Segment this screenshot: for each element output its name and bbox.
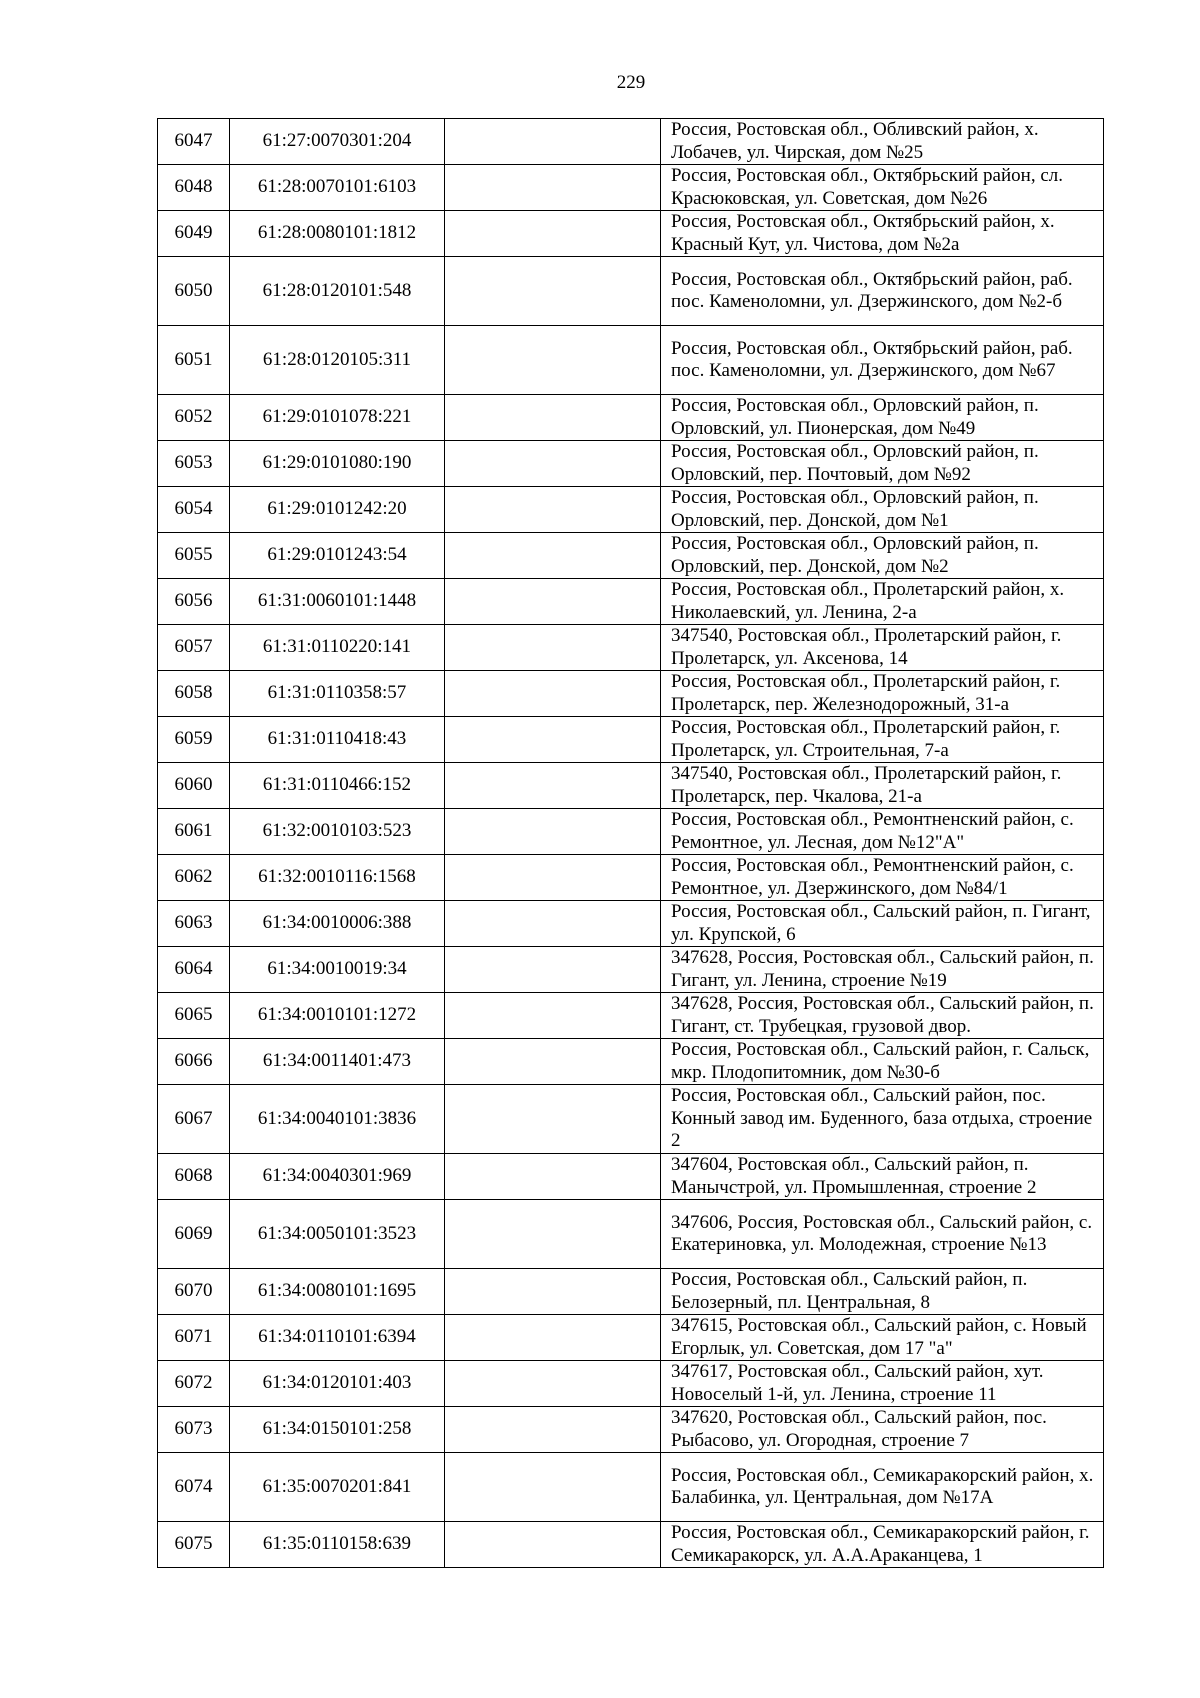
address-cell: Россия, Ростовская обл., Октябрьский район, раб. пос. Каменоломни, ул. Дзержинского, дом №2-б <box>661 257 1104 326</box>
table-row <box>158 441 1104 487</box>
address-cell: Россия, Ростовская обл., Сальский район, г. Сальск, мкр. Плодопитомник, дом №30-б <box>661 1039 1104 1085</box>
row-number-cell: 6056 <box>158 579 230 625</box>
empty-cell <box>445 326 661 395</box>
cadastral-number-cell: 61:31:0110466:152 <box>230 763 445 809</box>
cadastral-number-cell: 61:34:0011401:473 <box>230 1039 445 1085</box>
empty-cell <box>445 1315 661 1361</box>
table-row <box>158 1154 1104 1200</box>
cadastral-number-cell: 61:35:0110158:639 <box>230 1522 445 1568</box>
address-cell: 347615, Ростовская обл., Сальский район, с. Новый Егорлык, ул. Советская, дом 17 "а" <box>661 1315 1104 1361</box>
row-number-cell: 6070 <box>158 1269 230 1315</box>
table-row <box>158 947 1104 993</box>
address-cell: 347628, Россия, Ростовская обл., Сальский район, п. Гигант, ул. Ленина, строение №19 <box>661 947 1104 993</box>
registry-table-body <box>158 119 1104 1568</box>
cadastral-number-cell: 61:28:0070101:6103 <box>230 165 445 211</box>
address-cell: 347540, Ростовская обл., Пролетарский район, г. Пролетарск, пер. Чкалова, 21-а <box>661 763 1104 809</box>
table-row <box>158 533 1104 579</box>
table-row <box>158 1269 1104 1315</box>
address-cell: Россия, Ростовская обл., Орловский район, п. Орловский, пер. Почтовый, дом №92 <box>661 441 1104 487</box>
table-row <box>158 993 1104 1039</box>
cadastral-number-cell: 61:29:0101080:190 <box>230 441 445 487</box>
cadastral-number-cell: 61:34:0110101:6394 <box>230 1315 445 1361</box>
row-number-cell: 6063 <box>158 901 230 947</box>
table-row <box>158 1039 1104 1085</box>
cadastral-number-cell: 61:32:0010116:1568 <box>230 855 445 901</box>
table-row <box>158 119 1104 165</box>
table-row <box>158 257 1104 326</box>
empty-cell <box>445 1361 661 1407</box>
cadastral-number-cell: 61:34:0080101:1695 <box>230 1269 445 1315</box>
empty-cell <box>445 441 661 487</box>
empty-cell <box>445 625 661 671</box>
empty-cell <box>445 671 661 717</box>
address-cell: Россия, Ростовская обл., Орловский район, п. Орловский, ул. Пионерская, дом №49 <box>661 395 1104 441</box>
cadastral-number-cell: 61:31:0110220:141 <box>230 625 445 671</box>
cadastral-number-cell: 61:34:0120101:403 <box>230 1361 445 1407</box>
page-number: 229 <box>616 72 646 93</box>
cadastral-number-cell: 61:28:0120105:311 <box>230 326 445 395</box>
address-cell: Россия, Ростовская обл., Пролетарский район, г. Пролетарск, ул. Строительная, 7-а <box>661 717 1104 763</box>
row-number-cell: 6059 <box>158 717 230 763</box>
cadastral-number-cell: 61:28:0080101:1812 <box>230 211 445 257</box>
row-number-cell: 6062 <box>158 855 230 901</box>
table-row <box>158 855 1104 901</box>
table-row <box>158 1200 1104 1269</box>
cadastral-number-cell: 61:34:0010101:1272 <box>230 993 445 1039</box>
row-number-cell: 6058 <box>158 671 230 717</box>
row-number-cell: 6053 <box>158 441 230 487</box>
empty-cell <box>445 1407 661 1453</box>
address-cell: Россия, Ростовская обл., Октябрьский район, раб. пос. Каменоломни, ул. Дзержинского, дом №67 <box>661 326 1104 395</box>
cadastral-number-cell: 61:34:0050101:3523 <box>230 1200 445 1269</box>
table-row <box>158 326 1104 395</box>
row-number-cell: 6071 <box>158 1315 230 1361</box>
empty-cell <box>445 487 661 533</box>
cadastral-number-cell: 61:29:0101078:221 <box>230 395 445 441</box>
row-number-cell: 6073 <box>158 1407 230 1453</box>
row-number-cell: 6048 <box>158 165 230 211</box>
row-number-cell: 6067 <box>158 1085 230 1154</box>
cadastral-number-cell: 61:29:0101243:54 <box>230 533 445 579</box>
row-number-cell: 6055 <box>158 533 230 579</box>
empty-cell <box>445 763 661 809</box>
row-number-cell: 6066 <box>158 1039 230 1085</box>
address-cell: Россия, Ростовская обл., Сальский район, п. Белозерный, пл. Центральная, 8 <box>661 1269 1104 1315</box>
table-row <box>158 1361 1104 1407</box>
empty-cell <box>445 1269 661 1315</box>
table-row <box>158 211 1104 257</box>
table-row <box>158 579 1104 625</box>
address-cell: Россия, Ростовская обл., Октябрьский район, сл. Красюковская, ул. Советская, дом №26 <box>661 165 1104 211</box>
empty-cell <box>445 947 661 993</box>
table-row <box>158 763 1104 809</box>
empty-cell <box>445 809 661 855</box>
table-row <box>158 395 1104 441</box>
empty-cell <box>445 1085 661 1154</box>
empty-cell <box>445 717 661 763</box>
cadastral-number-cell: 61:32:0010103:523 <box>230 809 445 855</box>
row-number-cell: 6049 <box>158 211 230 257</box>
address-cell: Россия, Ростовская обл., Сальский район, п. Гигант, ул. Крупской, 6 <box>661 901 1104 947</box>
row-number-cell: 6065 <box>158 993 230 1039</box>
empty-cell <box>445 211 661 257</box>
row-number-cell: 6054 <box>158 487 230 533</box>
empty-cell <box>445 1154 661 1200</box>
address-cell: 347628, Россия, Ростовская обл., Сальский район, п. Гигант, ст. Трубецкая, грузовой двор. <box>661 993 1104 1039</box>
table-row <box>158 1407 1104 1453</box>
cadastral-number-cell: 61:27:0070301:204 <box>230 119 445 165</box>
table-row <box>158 625 1104 671</box>
address-cell: Россия, Ростовская обл., Орловский район, п. Орловский, пер. Донской, дом №2 <box>661 533 1104 579</box>
empty-cell <box>445 1039 661 1085</box>
address-cell: 347620, Ростовская обл., Сальский район, пос. Рыбасово, ул. Огородная, строение 7 <box>661 1407 1104 1453</box>
address-cell: Россия, Ростовская обл., Орловский район, п. Орловский, пер. Донской, дом №1 <box>661 487 1104 533</box>
empty-cell <box>445 165 661 211</box>
row-number-cell: 6052 <box>158 395 230 441</box>
address-cell: Россия, Ростовская обл., Ремонтненский район, с. Ремонтное, ул. Лесная, дом №12"А" <box>661 809 1104 855</box>
address-cell: Россия, Ростовская обл., Обливский район, х. Лобачев, ул. Чирская, дом №25 <box>661 119 1104 165</box>
table-row <box>158 901 1104 947</box>
row-number-cell: 6050 <box>158 257 230 326</box>
row-number-cell: 6051 <box>158 326 230 395</box>
table-row <box>158 1453 1104 1522</box>
empty-cell <box>445 1522 661 1568</box>
empty-cell <box>445 993 661 1039</box>
row-number-cell: 6064 <box>158 947 230 993</box>
table-row <box>158 809 1104 855</box>
cadastral-number-cell: 61:34:0040301:969 <box>230 1154 445 1200</box>
table-row <box>158 1522 1104 1568</box>
row-number-cell: 6074 <box>158 1453 230 1522</box>
empty-cell <box>445 119 661 165</box>
address-cell: Россия, Ростовская обл., Сальский район, пос. Конный завод им. Буденного, база отдыха, строение 2 <box>661 1085 1104 1154</box>
cadastral-number-cell: 61:34:0040101:3836 <box>230 1085 445 1154</box>
empty-cell <box>445 855 661 901</box>
empty-cell <box>445 579 661 625</box>
empty-cell <box>445 901 661 947</box>
row-number-cell: 6047 <box>158 119 230 165</box>
cadastral-number-cell: 61:31:0110418:43 <box>230 717 445 763</box>
address-cell: Россия, Ростовская обл., Ремонтненский район, с. Ремонтное, ул. Дзержинского, дом №84/1 <box>661 855 1104 901</box>
cadastral-number-cell: 61:31:0060101:1448 <box>230 579 445 625</box>
cadastral-number-cell: 61:34:0010019:34 <box>230 947 445 993</box>
address-cell: 347604, Ростовская обл., Сальский район, п. Манычстрой, ул. Промышленная, строение 2 <box>661 1154 1104 1200</box>
address-cell: Россия, Ростовская обл., Пролетарский район, х. Николаевский, ул. Ленина, 2-а <box>661 579 1104 625</box>
empty-cell <box>445 1200 661 1269</box>
table-row <box>158 717 1104 763</box>
table-row <box>158 1315 1104 1361</box>
row-number-cell: 6069 <box>158 1200 230 1269</box>
address-cell: Россия, Ростовская обл., Семикаракорский район, г. Семикаракорск, ул. А.А.Араканцева, 1 <box>661 1522 1104 1568</box>
cadastral-number-cell: 61:34:0150101:258 <box>230 1407 445 1453</box>
address-cell: Россия, Ростовская обл., Пролетарский район, г. Пролетарск, пер. Железнодорожный, 31-а <box>661 671 1104 717</box>
row-number-cell: 6072 <box>158 1361 230 1407</box>
address-cell: 347606, Россия, Ростовская обл., Сальский район, с. Екатериновка, ул. Молодежная, строение №13 <box>661 1200 1104 1269</box>
table-row <box>158 487 1104 533</box>
empty-cell <box>445 1453 661 1522</box>
registry-table <box>157 118 1104 1568</box>
empty-cell <box>445 257 661 326</box>
cadastral-number-cell: 61:29:0101242:20 <box>230 487 445 533</box>
table-row <box>158 165 1104 211</box>
address-cell: 347617, Ростовская обл., Сальский район, хут. Новоселый 1-й, ул. Ленина, строение 11 <box>661 1361 1104 1407</box>
row-number-cell: 6075 <box>158 1522 230 1568</box>
row-number-cell: 6061 <box>158 809 230 855</box>
cadastral-number-cell: 61:35:0070201:841 <box>230 1453 445 1522</box>
empty-cell <box>445 533 661 579</box>
empty-cell <box>445 395 661 441</box>
address-cell: Россия, Ростовская обл., Октябрьский район, х. Красный Кут, ул. Чистова, дом №2а <box>661 211 1104 257</box>
cadastral-number-cell: 61:34:0010006:388 <box>230 901 445 947</box>
cadastral-number-cell: 61:31:0110358:57 <box>230 671 445 717</box>
row-number-cell: 6060 <box>158 763 230 809</box>
address-cell: 347540, Ростовская обл., Пролетарский район, г. Пролетарск, ул. Аксенова, 14 <box>661 625 1104 671</box>
table-row <box>158 1085 1104 1154</box>
cadastral-number-cell: 61:28:0120101:548 <box>230 257 445 326</box>
row-number-cell: 6057 <box>158 625 230 671</box>
row-number-cell: 6068 <box>158 1154 230 1200</box>
table-row <box>158 671 1104 717</box>
address-cell: Россия, Ростовская обл., Семикаракорский район, х. Балабинка, ул. Центральная, дом №17А <box>661 1453 1104 1522</box>
